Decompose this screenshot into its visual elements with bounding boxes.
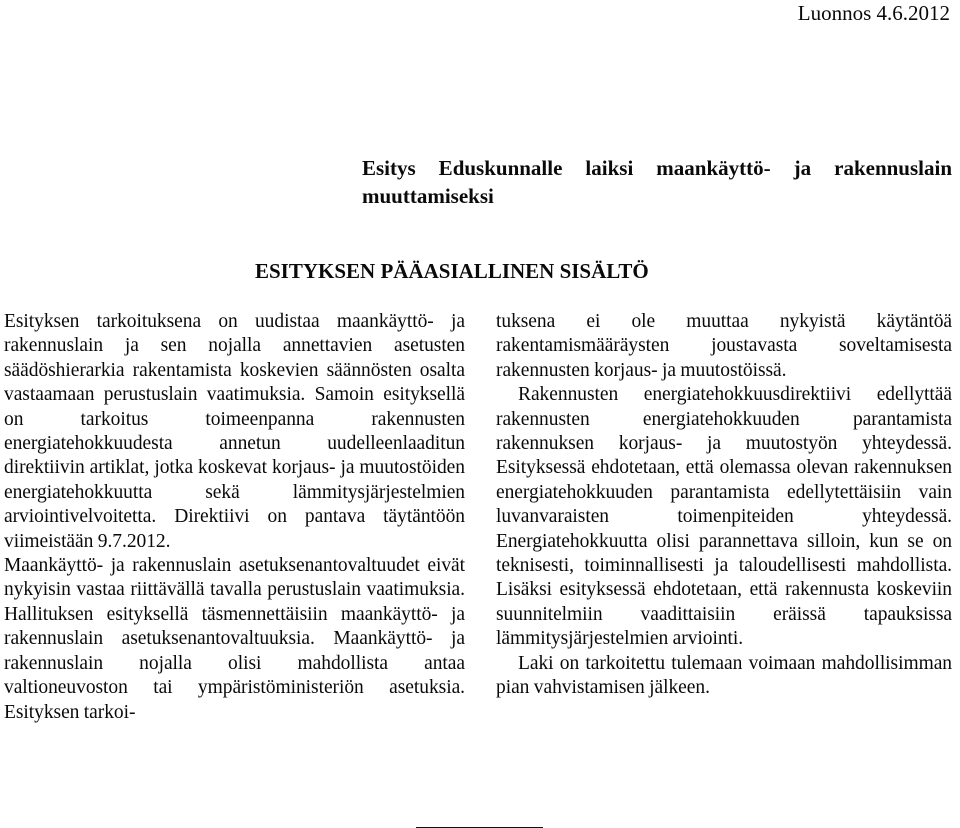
paragraph: Maankäyttö- ja rakennuslain asetuksenantovaltuudet eivät nykyisin vastaa riittävällä tavalla perustuslain vaatimuksia. Hallituksen esityksellä täsmennettäisiin maankäyttö- ja rakennuslain asetuksenantovaltuuksia. Maankäyttö- ja rakennuslain nojalla olisi mahdollista antaa valtioneuvoston tai ympäristöministeriön asetuksia. Esityksen tarkoi-	[4, 555, 465, 723]
draft-label: Luonnos 4.6.2012	[797, 1, 950, 25]
left-column	[4, 310, 465, 725]
paragraph: Esityksen tarkoituksena on uudistaa maankäyttö- ja rakennuslain ja sen nojalla annettavien asetusten säädöshierarkia rakentamista koskevien säännösten osalta vastaamaan perustuslain vaatimuksia. Samoin esityksellä on tarkoitus toimeenpanna rakennusten energiatehokkuudesta annetun uudelleenlaaditun direktiivin artiklat, jotka koskevat korjaus- ja muutostöiden energiatehokkuutta sekä lämmitysjärjestelmien arviointivelvoitetta. Direktiivi on pantava täytäntöön viimeistään 9.7.2012.	[4, 311, 465, 552]
document-title: Esitys Eduskunnalle laiksi maankäyttö- ja rakennuslain muuttamiseksi	[362, 156, 952, 208]
paragraph: tuksena ei ole muuttaa nykyistä käytäntöä rakentamismääräysten joustavasta soveltamisesta rakennusten korjaus- ja muutostöissä.	[496, 311, 952, 381]
section-heading: ESITYKSEN PÄÄASIALLINEN SISÄLTÖ	[255, 259, 649, 283]
right-column	[496, 310, 952, 701]
paragraph: Rakennusten energiatehokkuusdirektiivi edellyttää rakennusten energiatehokkuuden parantamista rakennuksen korjaus- ja muutostyön yhteydessä. Esityksessä ehdotetaan, että olemassa olevan rakennuksen energiatehokkuuden parantamista edellytettäisiin vain luvanvaraisten toimenpiteiden yhteydessä. Energiatehokkuutta olisi parannettava silloin, kun se on teknisesti, toiminnallisesti ja taloudellisesti mahdollista. Lisäksi esityksessä ehdotetaan, että rakennusta koskeviin suunnitelmiin vaadittaisiin eräissä tapauksissa lämmitysjärjestelmien arviointi.	[496, 384, 952, 650]
paragraph: Laki on tarkoitettu tulemaan voimaan mahdollisimman pian vahvistamisen jälkeen.	[496, 652, 952, 699]
